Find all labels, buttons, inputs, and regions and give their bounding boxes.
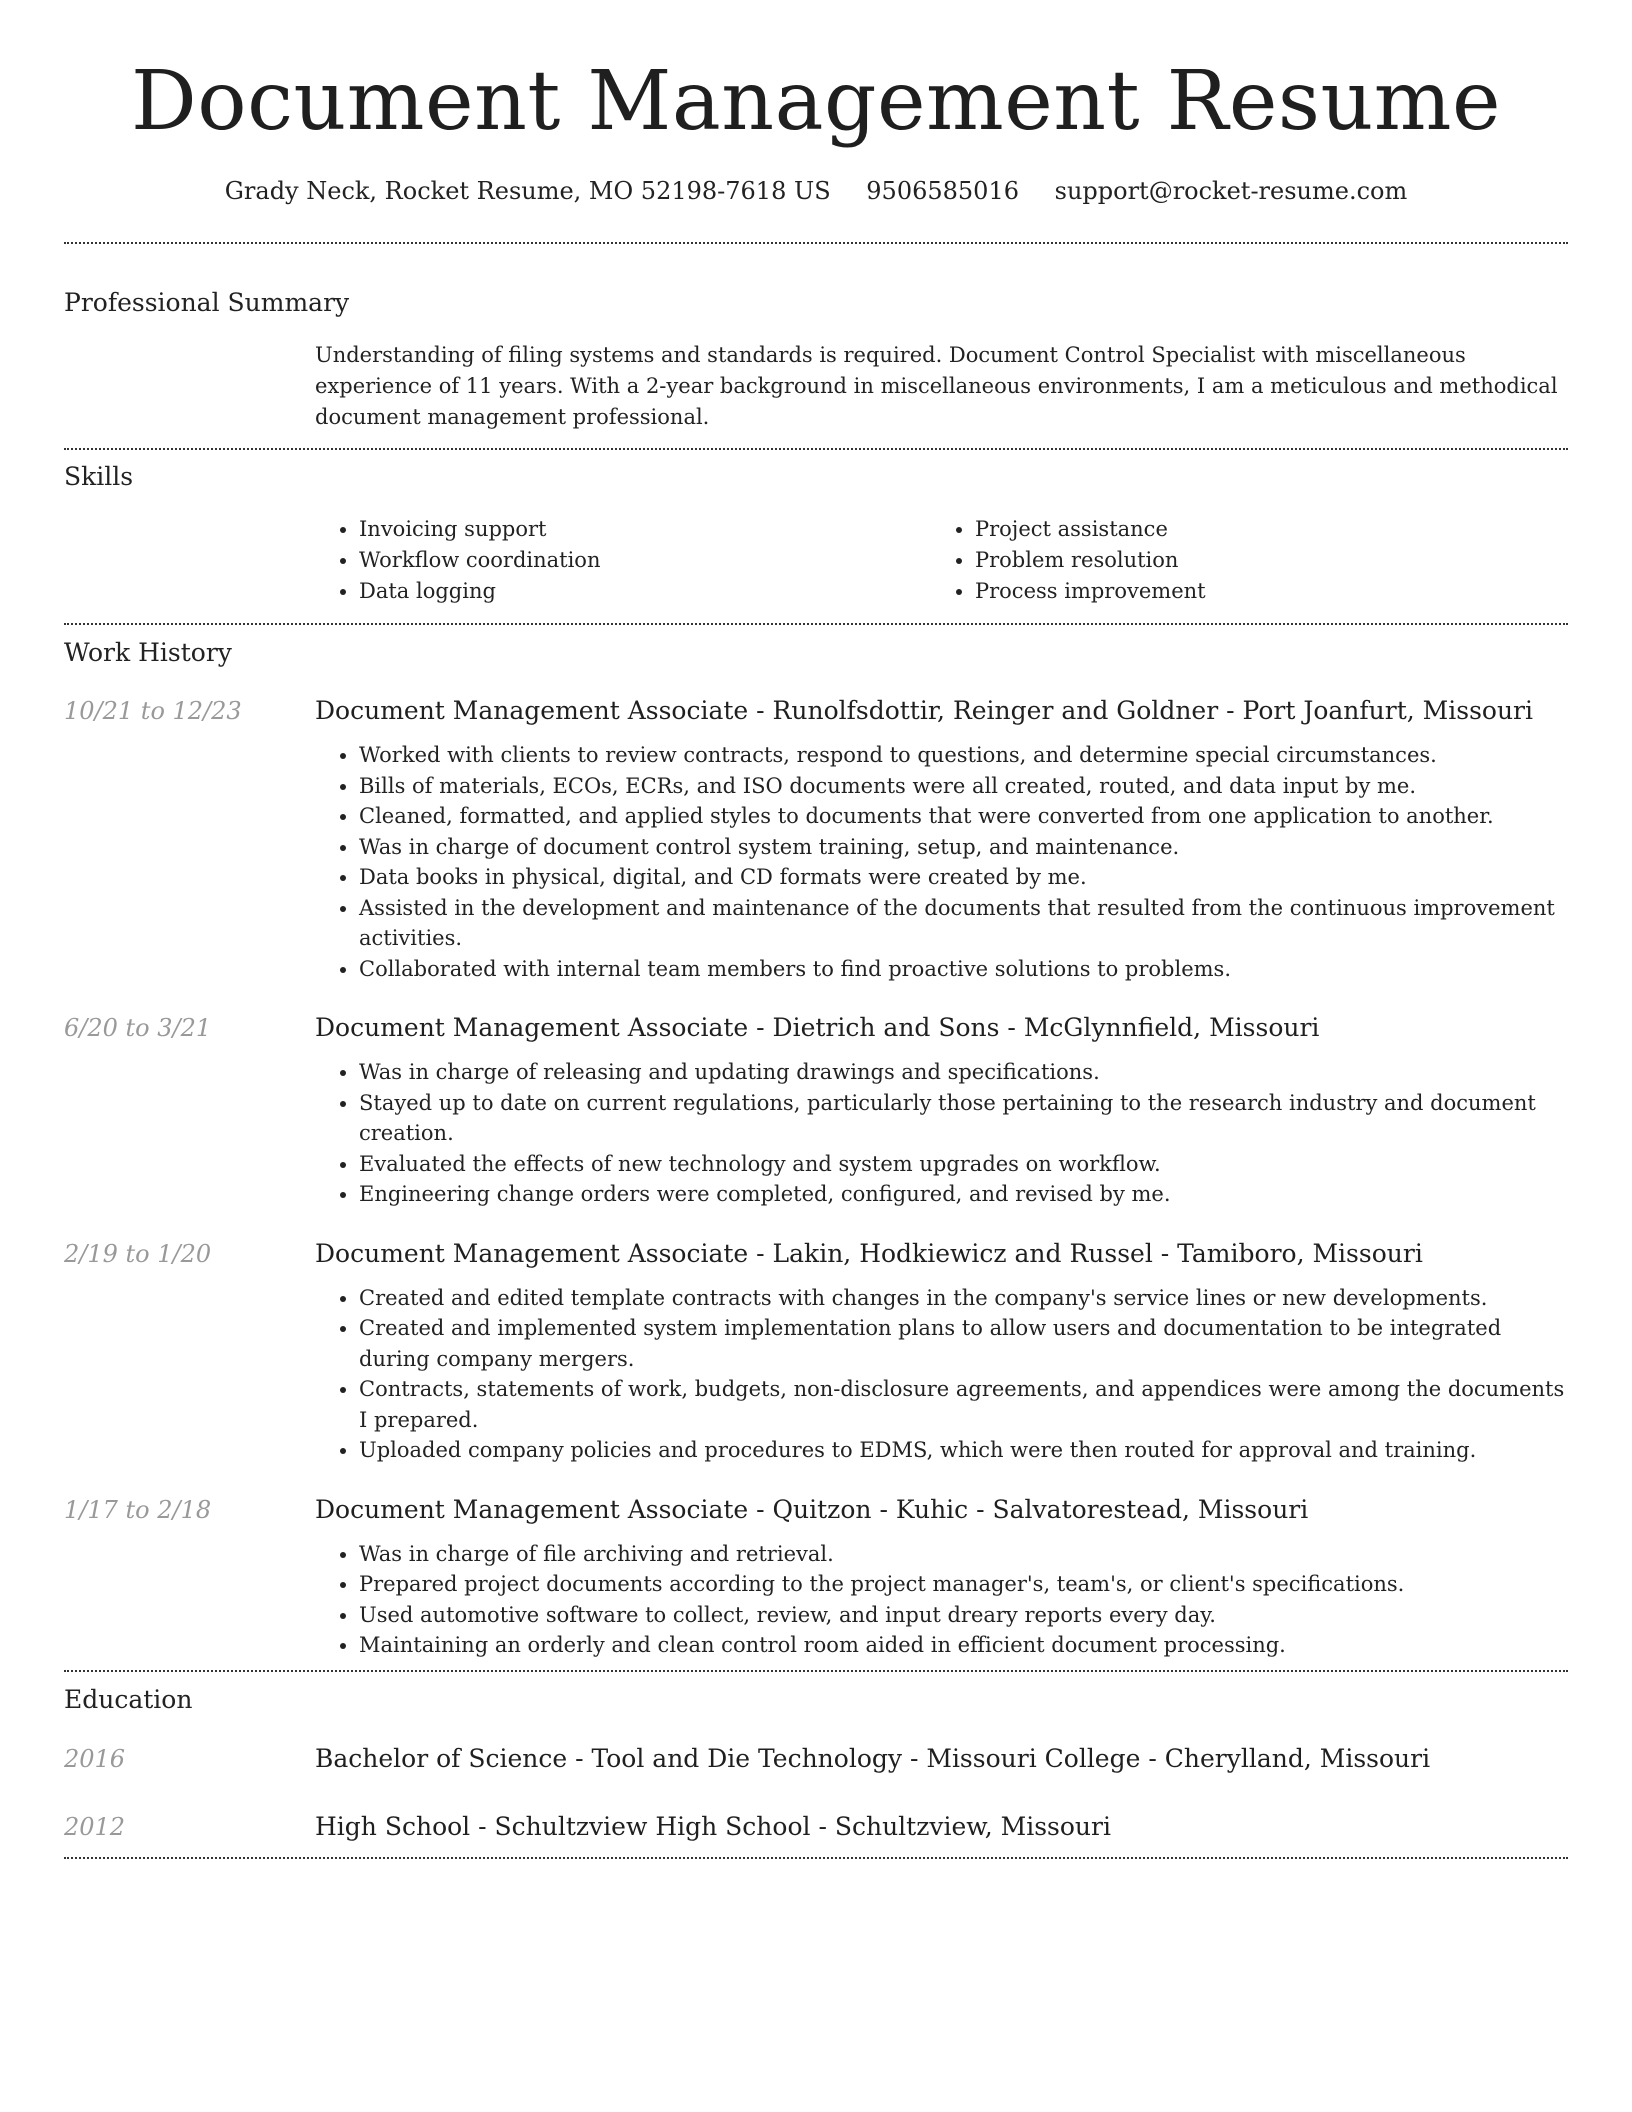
job-bullet: • Used automotive software to collect, review, and input dreary reports every day.: [359, 1600, 1568, 1631]
job-bullet: • Assisted in the development and maintenance of the documents that resulted from the continuous improvement activities.: [359, 893, 1568, 954]
job-title: Document Management Associate - Dietrich and Sons - McGlynnfield, Missouri: [315, 1013, 1320, 1042]
job-dates: 1/17 to 2/18: [64, 1495, 212, 1524]
job-bullet: • Was in charge of document control system training, setup, and maintenance.: [359, 832, 1568, 863]
job-bullet: • Collaborated with internal team members to find proactive solutions to problems.: [359, 954, 1568, 985]
summary-heading: Professional Summary: [64, 288, 350, 317]
job-bullet: • Data books in physical, digital, and CD formats were created by me.: [359, 862, 1568, 893]
education-section: [64, 1672, 1568, 1844]
job-bullets: [315, 740, 1568, 984]
education-degree: Bachelor of Science - Tool and Die Technology - Missouri College - Cherylland, Missouri: [315, 1743, 1431, 1773]
education-degree: High School - Schultzview High School - Schultzview, Missouri: [315, 1811, 1111, 1841]
job-bullet: • Contracts, statements of work, budgets, non-disclosure agreements, and appendices were among the documents I prepared.: [359, 1374, 1568, 1435]
job-bullet: • Evaluated the effects of new technology and system upgrades on workflow.: [359, 1149, 1568, 1180]
job-dates: 6/20 to 3/21: [64, 1014, 212, 1042]
job-bullet: • Stayed up to date on current regulations, particularly those pertaining to the research industry and document creation.: [359, 1088, 1568, 1149]
job-dates: 2/19 to 1/20: [64, 1239, 212, 1268]
job-bullet: • Worked with clients to review contracts, respond to questions, and determine special circumstances.: [359, 740, 1568, 771]
work-heading: Work History: [64, 638, 232, 667]
resume-page: [64, 0, 1568, 1859]
skill-item: • Invoicing support: [359, 514, 931, 545]
skills-grid: [315, 514, 1568, 607]
job-bullet: • Maintaining an orderly and clean control room aided in efficient document processing.: [359, 1630, 1568, 1661]
job-details: [315, 1057, 1568, 1210]
summary-section: [64, 244, 1568, 433]
education-list: [64, 1742, 1568, 1844]
job-title: Document Management Associate - Lakin, Hodkiewicz and Russel - Tamiboro, Missouri: [315, 1238, 1423, 1268]
skill-item: • Project assistance: [975, 514, 1568, 545]
job-bullet: • Was in charge of releasing and updating drawings and specifications.: [359, 1057, 1568, 1088]
job-bullet: • Cleaned, formatted, and applied styles to documents that were converted from one application to another.: [359, 801, 1568, 832]
contact-address: Grady Neck, Rocket Resume, MO 52198-7618 US: [224, 177, 831, 205]
job-bullets: [315, 1057, 1568, 1210]
job-details: [315, 1283, 1568, 1466]
job-details: [315, 1539, 1568, 1661]
skill-item: • Process improvement: [975, 576, 1568, 607]
job-title: Document Management Associate - Runolfsdottir, Reinger and Goldner - Port Joanfurt, Missouri: [315, 696, 1533, 725]
job-list: [64, 694, 1568, 1661]
education-entry: [64, 1742, 1568, 1776]
job-bullets: [315, 1539, 1568, 1661]
skills-section: [64, 450, 1568, 607]
skill-item: • Workflow coordination: [359, 545, 931, 576]
contact-phone: 9506585016: [866, 177, 1019, 205]
education-entry: [64, 1810, 1568, 1844]
job-dates: 10/21 to 12/23: [64, 697, 242, 725]
job-entry: [64, 1011, 1568, 1210]
job-bullet: • Created and edited template contracts with changes in the company's service lines or new developments.: [359, 1283, 1568, 1314]
job-header: [64, 694, 1568, 728]
job-header: [64, 1493, 1568, 1527]
job-bullet: • Was in charge of file archiving and retrieval.: [359, 1539, 1568, 1570]
job-bullet: • Uploaded company policies and procedures to EDMS, which were then routed for approval and training.: [359, 1435, 1568, 1466]
education-year: 2016: [64, 1744, 126, 1773]
contact-email: support@rocket-resume.com: [1054, 177, 1408, 205]
skill-item: • Problem resolution: [975, 545, 1568, 576]
skills-heading: Skills: [64, 462, 134, 491]
job-header: [64, 1011, 1568, 1045]
education-year: 2012: [64, 1812, 126, 1841]
job-bullet: • Prepared project documents according to the project manager's, team's, or client's specifications.: [359, 1569, 1568, 1600]
work-section: [64, 625, 1568, 1661]
contact-line: [64, 174, 1568, 208]
summary-text: Understanding of filing systems and standards is required. Document Control Specialist with miscellaneous experience of 11 years. With a 2-year background in miscellaneous environments, I am a meticulous and methodical document management professional.: [315, 343, 1558, 429]
job-entry: [64, 1493, 1568, 1661]
job-bullet: • Engineering change orders were completed, configured, and revised by me.: [359, 1179, 1568, 1210]
divider: [64, 1857, 1568, 1859]
job-entry: [64, 1237, 1568, 1466]
job-entry: [64, 694, 1568, 984]
job-details: [315, 740, 1568, 984]
job-bullet: • Created and implemented system implementation plans to allow users and documentation to be integrated during company mergers.: [359, 1313, 1568, 1374]
skills-list-right: [931, 514, 1568, 607]
job-bullets: [315, 1283, 1568, 1466]
education-heading: Education: [64, 1684, 193, 1714]
job-header: [64, 1237, 1568, 1271]
skills-list-left: [315, 514, 931, 607]
job-bullet: • Bills of materials, ECOs, ECRs, and ISO documents were all created, routed, and data input by me.: [359, 771, 1568, 802]
job-title: Document Management Associate - Quitzon - Kuhic - Salvatorestead, Missouri: [315, 1494, 1309, 1524]
resume-title: Document Management Resume: [130, 54, 1502, 149]
skill-item: • Data logging: [359, 576, 931, 607]
